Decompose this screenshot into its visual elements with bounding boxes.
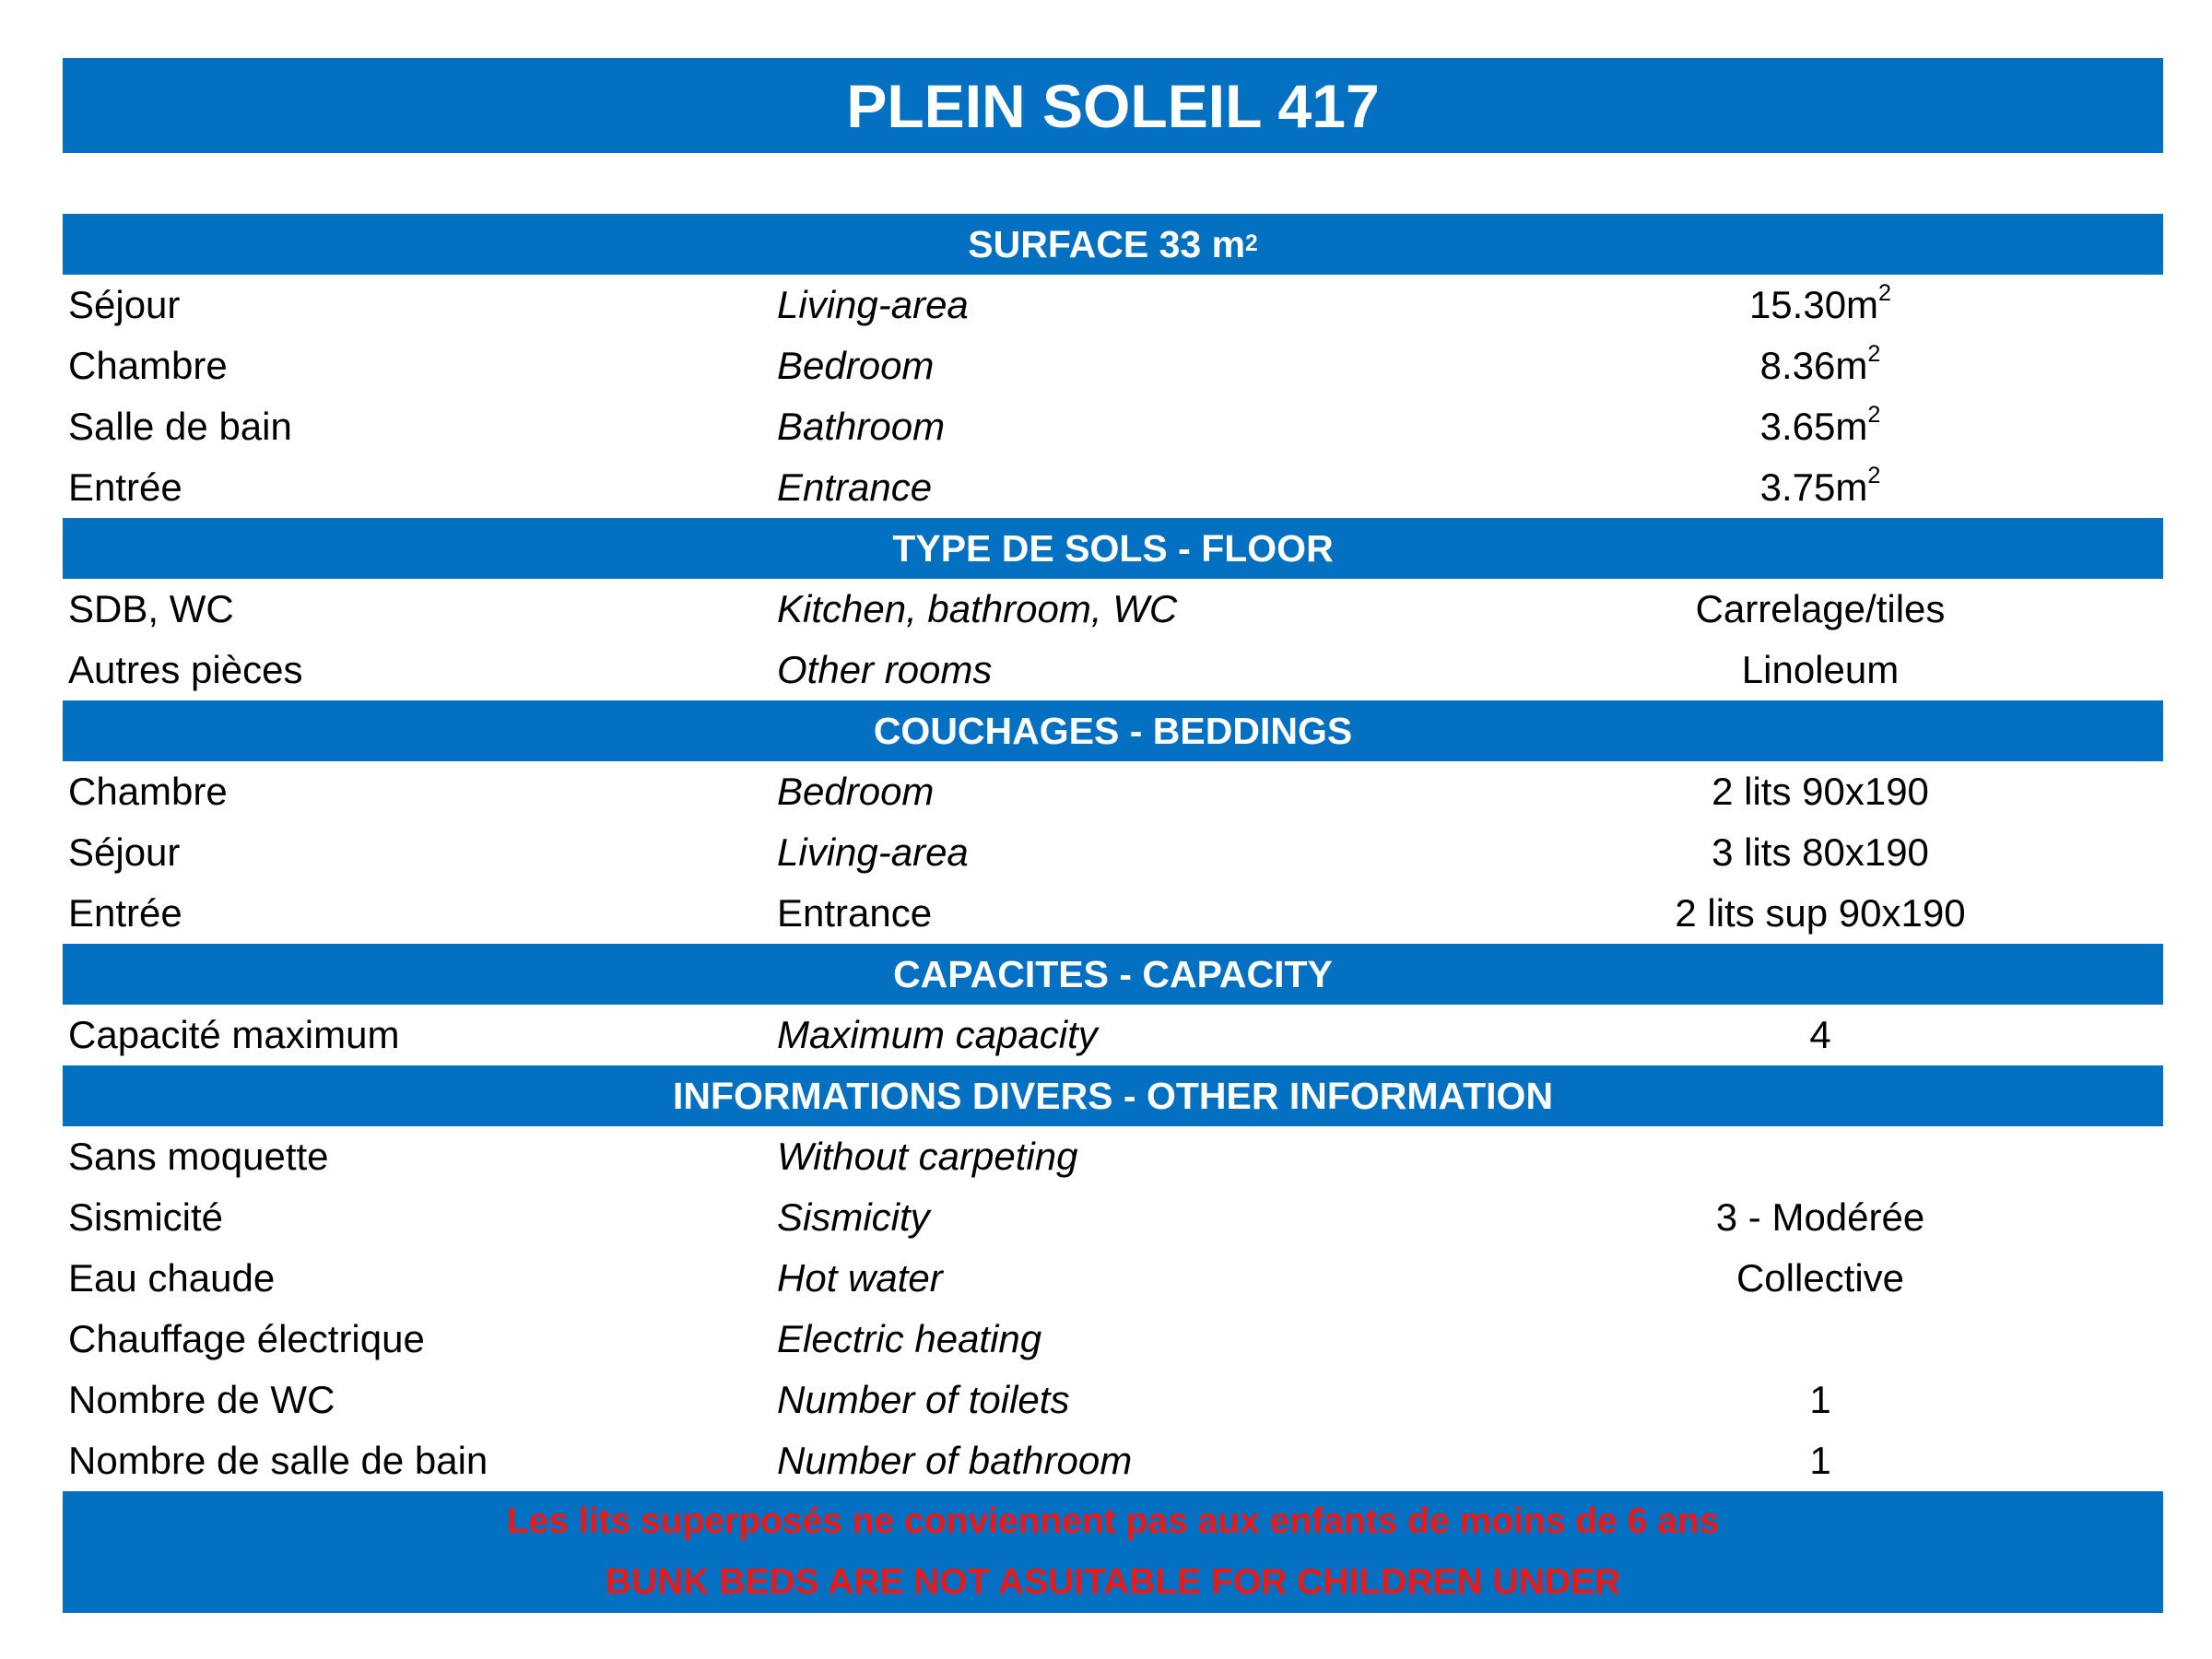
table-row [63, 640, 2163, 700]
section-header-text: COUCHAGES - BEDDINGS [873, 709, 1353, 752]
row-value-superscript: 2 [1867, 341, 1881, 368]
table-row [63, 396, 2163, 457]
row-label-fr: Séjour [68, 283, 181, 326]
row-value [1748, 280, 1892, 327]
row-value [1696, 587, 1946, 631]
row-label-en: Number of toilets [777, 1378, 1070, 1421]
row-value [1712, 770, 1929, 814]
row-label-fr: Entrée [68, 465, 182, 509]
bunk-bed-warning [63, 1491, 2163, 1613]
row-value [1809, 1013, 1830, 1057]
row-label-fr: Chauffage électrique [68, 1317, 425, 1360]
row-value [1809, 1378, 1830, 1422]
row-label-fr: SDB, WC [68, 587, 234, 630]
row-label-fr: Chambre [68, 344, 228, 387]
row-value [1716, 1195, 1924, 1240]
row-value-text: Carrelage/tiles [1695, 587, 1946, 630]
row-value-text: 3 - Modérée [1715, 1195, 1925, 1239]
row-label-fr: Entrée [68, 891, 182, 935]
section-header-text: SURFACE 33 m [968, 222, 1246, 265]
warning-line-fr: Les lits superposés ne conviennent pas aux enfants de moins de 6 ans [506, 1501, 1720, 1541]
row-value [1759, 341, 1881, 388]
section-header [63, 1065, 2163, 1126]
table-row [63, 761, 2163, 822]
table-row [63, 335, 2163, 396]
row-label-en: Living-area [777, 283, 969, 326]
table-row [63, 579, 2163, 640]
row-value-text: 2 lits sup 90x190 [1675, 891, 1966, 935]
row-label-fr: Sismicité [68, 1195, 224, 1239]
row-label-fr: Séjour [68, 830, 181, 874]
row-value [1712, 830, 1929, 875]
row-value-text: Linoleum [1741, 648, 1900, 691]
section-header [63, 944, 2163, 1005]
row-label-fr: Nombre de WC [68, 1378, 335, 1421]
row-label-en: Other rooms [777, 648, 993, 691]
row-value-text: Collective [1735, 1256, 1905, 1300]
row-value [1742, 648, 1899, 692]
info-sheet [63, 214, 2163, 1613]
page-title [63, 58, 2163, 153]
row-value-superscript: 2 [1878, 280, 1892, 307]
table-row [63, 1187, 2163, 1248]
warning-line-en: BUNK BEDS ARE NOT ASUITABLE FOR CHILDREN UNDER [605, 1562, 1621, 1602]
row-value-text: 3.75m [1759, 465, 1868, 509]
section-header-text: INFORMATIONS DIVERS - OTHER INFORMATION [672, 1074, 1554, 1117]
row-label-fr: Capacité maximum [68, 1013, 400, 1056]
table-row [63, 1370, 2163, 1430]
table-row [63, 1430, 2163, 1491]
section-header-text: TYPE DE SOLS - FLOOR [892, 526, 1334, 570]
row-label-en: Sismicity [777, 1195, 930, 1239]
row-label-en: Bedroom [777, 344, 935, 387]
row-value-superscript: 2 [1867, 463, 1881, 489]
row-label-fr: Autres pièces [68, 648, 303, 691]
table-row [63, 822, 2163, 883]
row-value-text: 15.30m [1748, 283, 1879, 326]
row-value [1809, 1439, 1830, 1483]
row-value-text: 1 [1809, 1439, 1831, 1482]
row-label-fr: Sans moquette [68, 1135, 329, 1178]
row-label-en: Kitchen, bathroom, WC [777, 587, 1178, 630]
row-label-en: Hot water [777, 1256, 943, 1300]
row-value-text: 3.65m [1759, 405, 1868, 448]
row-label-en: Without carpeting [777, 1135, 1078, 1178]
row-label-en: Entrance [777, 891, 933, 935]
table-row [63, 457, 2163, 518]
table-row [63, 275, 2163, 335]
section-header-text: CAPACITES - CAPACITY [893, 952, 1333, 995]
table-row [63, 883, 2163, 944]
row-value [1760, 465, 1881, 510]
section-header [63, 518, 2163, 579]
row-label-en: Number of bathroom [777, 1439, 1133, 1482]
row-label-fr: Eau chaude [68, 1256, 276, 1300]
table-row [63, 1248, 2163, 1309]
row-value-text: 8.36m [1759, 344, 1868, 387]
row-label-fr: Salle de bain [68, 405, 292, 448]
table-row [63, 1005, 2163, 1065]
row-value [1675, 891, 1965, 935]
section-header: SURFACE 33 m 2 [63, 214, 2163, 275]
row-value [1736, 1256, 1904, 1300]
section-header [63, 700, 2163, 761]
row-value-text: 3 lits 80x190 [1712, 830, 1929, 874]
sections-container [63, 214, 2163, 1491]
row-label-en: Electric heating [777, 1317, 1042, 1360]
table-row [63, 1126, 2163, 1187]
row-label-en: Maximum capacity [777, 1013, 1098, 1056]
row-label-fr: Nombre de salle de bain [68, 1439, 488, 1482]
row-value [1759, 402, 1881, 449]
row-value-text: 2 lits 90x190 [1712, 770, 1929, 813]
table-row [63, 1309, 2163, 1370]
row-value-text: 4 [1809, 1013, 1831, 1056]
row-label-en: Bedroom [777, 770, 935, 813]
row-label-fr: Chambre [68, 770, 228, 813]
row-value-text: 1 [1809, 1378, 1831, 1421]
page-title-text: PLEIN SOLEIL 417 [846, 71, 1380, 140]
row-label-en: Living-area [777, 830, 969, 874]
row-value-superscript: 2 [1867, 402, 1881, 429]
row-label-en: Bathroom [777, 405, 946, 448]
row-label-en: Entrance [777, 465, 933, 509]
